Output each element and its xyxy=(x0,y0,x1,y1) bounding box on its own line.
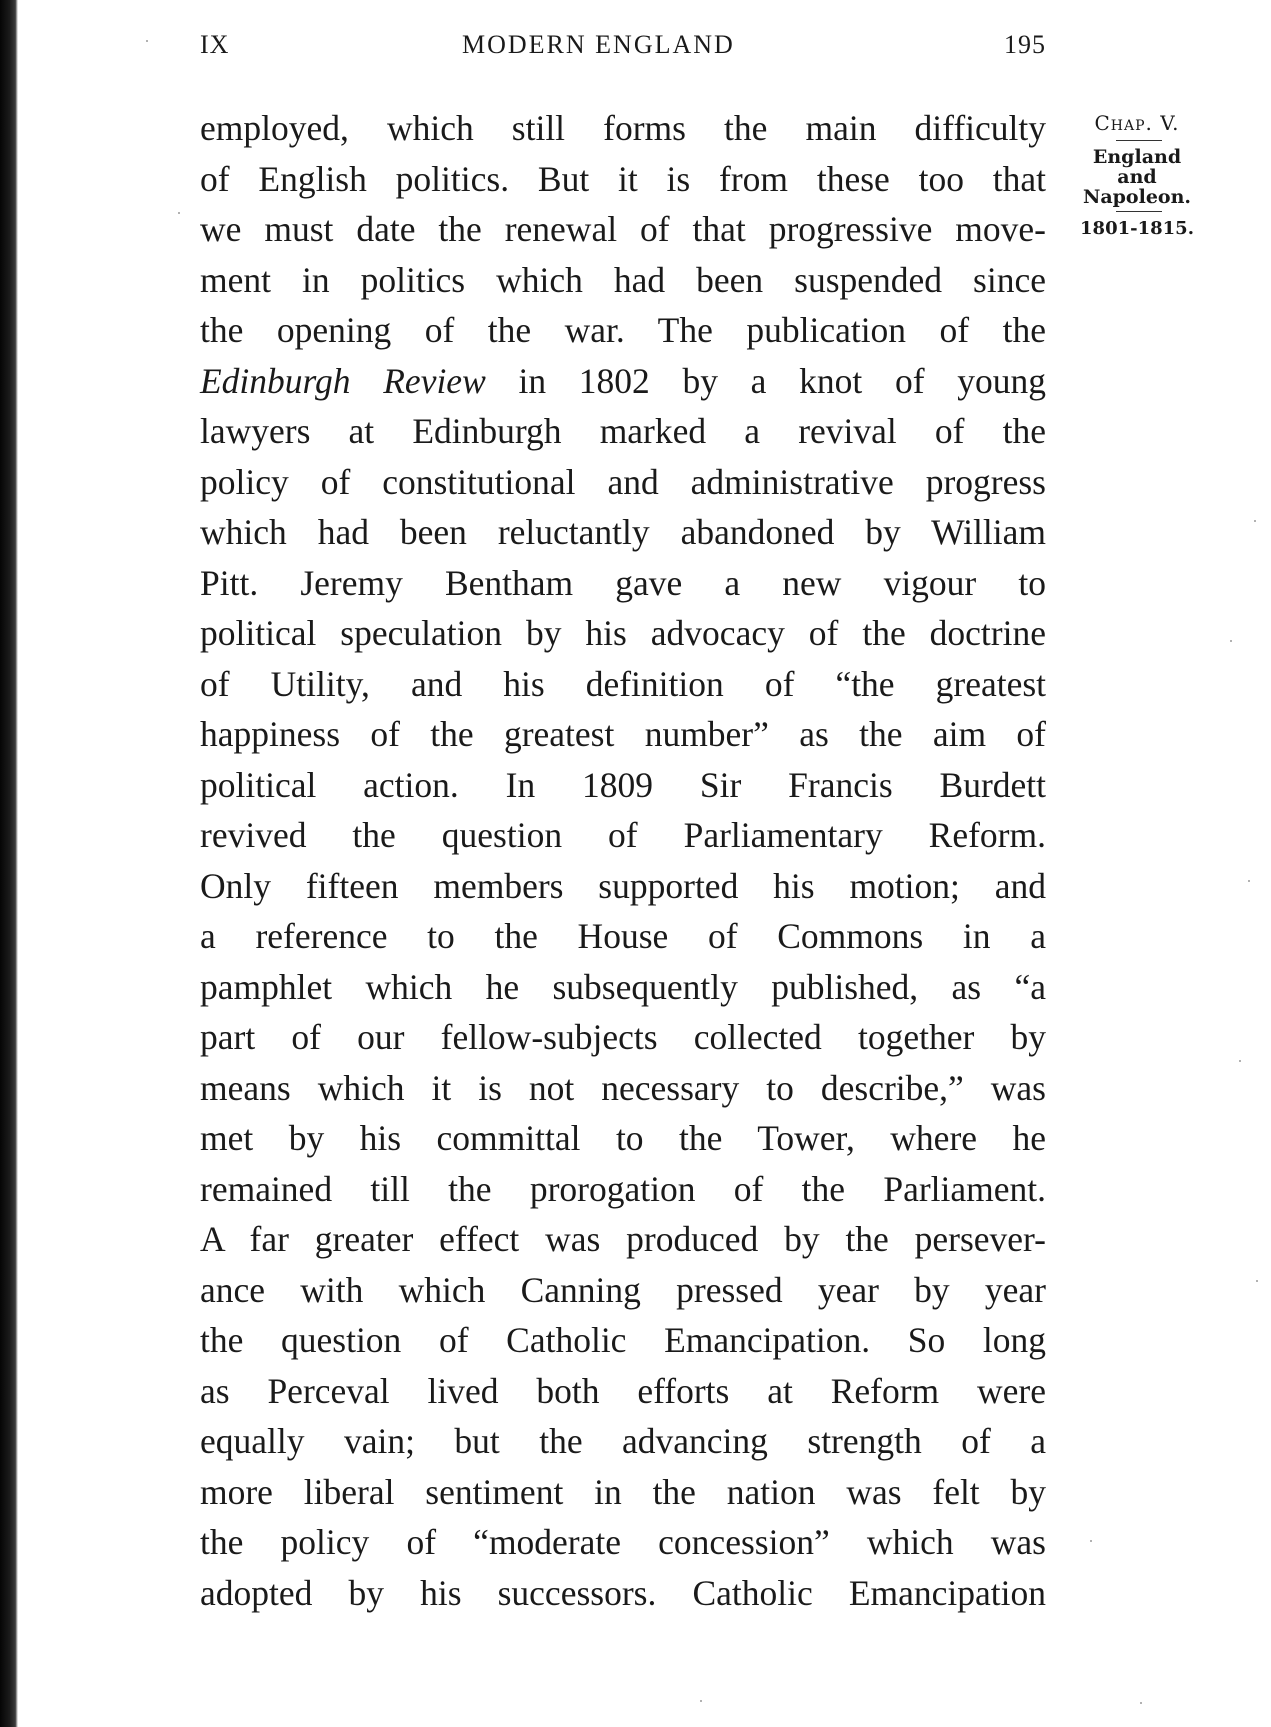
scan-speck xyxy=(146,40,148,42)
body-line: part of our fellow-subjects collected together by xyxy=(200,1017,1046,1057)
body-line: political speculation by his advocacy of the doctrine xyxy=(200,613,1046,653)
page-number: 195 xyxy=(1004,30,1046,59)
body-line: equally vain; but the advancing strength of a xyxy=(200,1421,1046,1461)
marginal-topic-line-3: Napoleon. xyxy=(1082,186,1192,208)
body-line: A far greater effect was produced by the persever- xyxy=(200,1219,1046,1259)
scan-speck xyxy=(1090,1540,1092,1542)
body-line: ment in politics which had been suspended since xyxy=(200,259,1046,300)
body-line: as Perceval lived both efforts at Reform were xyxy=(200,1370,1046,1411)
scan-speck xyxy=(1254,520,1256,522)
body-line xyxy=(200,356,1046,407)
marginal-chapter-label: Chap. V. xyxy=(1094,111,1180,135)
body-line: which had been reluctantly abandoned by William xyxy=(200,512,1046,552)
marginal-note xyxy=(1072,110,1202,240)
periodical-title: Edinburgh Review xyxy=(200,360,486,401)
body-line: Only fifteen members supported his motion; and xyxy=(200,865,1046,906)
scan-speck xyxy=(700,1700,702,1702)
body-line: political action. In 1809 Sir Francis Burdett xyxy=(200,764,1046,805)
body-line: means which it is not necessary to describe,” was xyxy=(200,1067,1046,1108)
marginal-dates: 1801-1815. xyxy=(1080,218,1194,239)
marginal-topic-line-1: England xyxy=(1092,146,1182,168)
chapter-numeral: IX xyxy=(200,30,230,59)
body-line: employed, which still forms the main difficulty xyxy=(200,108,1046,148)
body-line-remainder: in 1802 by a knot of young xyxy=(485,360,1046,401)
body-line: met by his committal to the Tower, where he xyxy=(200,1118,1046,1158)
marginal-rule xyxy=(1116,211,1162,212)
body-line: the question of Catholic Emancipation. So long xyxy=(200,1320,1046,1360)
scan-speck xyxy=(1256,1280,1258,1282)
scan-speck xyxy=(1230,640,1232,642)
running-title: MODERN ENGLAND xyxy=(462,30,735,59)
scan-speck xyxy=(1248,880,1250,882)
body-text xyxy=(200,103,1046,1618)
running-header xyxy=(200,30,1046,70)
body-line: policy of constitutional and administrative progress xyxy=(200,461,1046,502)
body-line: of Utility, and his definition of “the greatest xyxy=(200,663,1046,704)
body-line: a reference to the House of Commons in a xyxy=(200,916,1046,956)
body-line: lawyers at Edinburgh marked a revival of the xyxy=(200,411,1046,451)
body-line: remained till the prorogation of the Parliament. xyxy=(200,1168,1046,1209)
body-line: ance with which Canning pressed year by year xyxy=(200,1269,1046,1310)
marginal-rule xyxy=(1116,140,1162,141)
body-line: the opening of the war. The publication of the xyxy=(200,310,1046,350)
scan-speck xyxy=(1140,1702,1142,1704)
body-line: revived the question of Parliamentary Reform. xyxy=(200,815,1046,855)
scan-speck xyxy=(178,212,180,214)
body-line: we must date the renewal of that progressive move- xyxy=(200,209,1046,249)
body-line: the policy of “moderate concession” which was xyxy=(200,1522,1046,1562)
body-line: pamphlet which he subsequently published, as “a xyxy=(200,966,1046,1007)
binding-edge-shadow xyxy=(0,0,18,1727)
scan-speck xyxy=(1239,1060,1241,1062)
marginal-topic-line-2: and xyxy=(1117,166,1157,188)
body-line: of English politics. But it is from these too that xyxy=(200,158,1046,199)
body-line: happiness of the greatest number” as the aim of xyxy=(200,714,1046,754)
body-line: adopted by his successors. Catholic Emancipation xyxy=(200,1572,1046,1613)
body-line: Pitt. Jeremy Bentham gave a new vigour to xyxy=(200,562,1046,603)
body-line: more liberal sentiment in the nation was felt by xyxy=(200,1471,1046,1512)
